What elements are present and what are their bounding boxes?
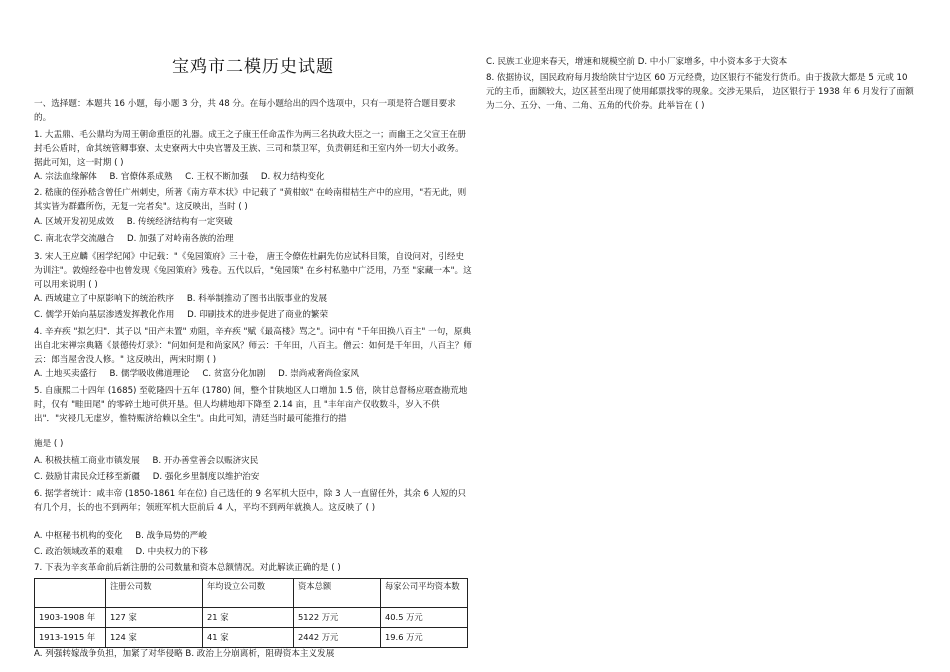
table-cell: 127 家	[106, 608, 203, 628]
q4-option-c[interactable]: C. 贫富分化加剧	[202, 369, 266, 379]
q1-option-d[interactable]: D. 权力结构变化	[260, 172, 325, 182]
question-3-stem: 3. 宋人王应麟《困学纪闻》中记载："《兔园策府》三十卷， 唐王令僚佐杜嗣先仿应试科目策，自设问对，引经史为训注"。敦煌经卷中也曾发现《兔园策府》残卷。五代以后，"兔园策" 在乡村私塾中广泛用，乃至 "家藏一本"。这可以用来说明 ( )	[34, 252, 472, 291]
question-5-stem-end: 施是 ( )	[34, 439, 64, 449]
table-cell: 124 家	[106, 628, 203, 648]
question-4-options	[34, 367, 472, 381]
question-6-options-ab	[34, 529, 472, 543]
table-header-cell: 资本总额	[294, 579, 381, 608]
question-1-stem: 1. 大盂鼎、毛公鼎均为周王朝命重臣的礼器。成王之子康王任命盂作为两三名执政大臣之一；而幽王之父宣王在册封毛公盾时，命其统管卿事寮、太史寮两大中央官署及王族、三司和禁卫军，负责朝廷和王室内外一切大小政务。据此可知，这一时期 ( )	[34, 130, 467, 169]
question-5-options-ab	[34, 454, 472, 468]
table-cell: 2442 万元	[294, 628, 381, 648]
section-instructions: 一、选择题：本题共 16 小题，每小题 3 分，共 48 分。在每小题给出的四个选项中，只有一项是符合题目要求的。	[34, 99, 456, 124]
q4-option-a[interactable]: A. 土地买卖盛行	[34, 369, 97, 379]
q5-option-c[interactable]: C. 鼓励甘肃民众迁移至新疆	[34, 472, 140, 482]
q3-option-c[interactable]: C. 儒学开始向基层渗透发挥教化作用	[34, 310, 175, 320]
q2-option-d[interactable]: D. 加强了对岭南各族的治理	[126, 234, 234, 244]
question-6-options-cd	[34, 545, 472, 559]
q1-option-a[interactable]: A. 宗法血缘解体	[34, 172, 97, 182]
table-cell: 1903-1908 年	[35, 608, 106, 628]
page-title: 宝鸡市二模历史试题	[172, 57, 334, 77]
question-7-options-ab[interactable]: A. 列强转嫁战争负担，加紧了对华侵略 B. 政治上分崩离析，阻碍资本主义发展	[34, 649, 335, 659]
table-cell: 41 家	[203, 628, 294, 648]
q5-option-b[interactable]: B. 开办善堂善会以赈济灾民	[152, 456, 259, 466]
table-cell: 1913-1915 年	[35, 628, 106, 648]
question-5-stem: 5. 自康熙二十四年 (1685) 至乾隆四十五年 (1780) 间，整个甘陕地区人口增加 1.5 倍，陕甘总督杨应琚查勘荒地时，仅有 "畦田尾" 的零碎土地可供开垦。但人均耕地却下降至 2.14 亩，且 "丰年亩产仅收数斗，岁入不供出"．"灾祲几无虚岁，惟特赈济给赖以全生"。由此可知，清廷当时最可能推行的措	[34, 386, 468, 425]
question-8-stem: 8. 依据协议，国民政府每月拨给陕甘宁边区 60 万元经费，边区银行不能发行货币。由于拨款大都是 5 元或 10 元的主币，面额较大，边区甚至出现了使用邮票找零的现象。交涉无果后， 边区银行于 1938 年 6 月发行了面额为二分、五分、一角、二角、五角的代价券。此举旨在 ( )	[486, 73, 914, 112]
q6-option-d[interactable]: D. 中央权力的下移	[135, 547, 208, 557]
q4-option-b[interactable]: B. 儒学吸收佛道理论	[109, 369, 190, 379]
question-4-stem: 4. 辛弃疾 "拟乞归"．其子以 "田产未置" 劝阻，辛弃疾 "赋《最高楼》骂之"。词中有 "千年田换八百主" 一句，原典出自北宋禅宗典籍《景德传灯录》："问如何是和尚家风？师云：千年田，八百主。僧云：如何是千年田，八百主？师云：郎当屋舍没人修。" 这反映出，两宋时期 ( )	[34, 327, 472, 366]
table-cell: 21 家	[203, 608, 294, 628]
q2-option-a[interactable]: A. 区域开发初见成效	[34, 217, 114, 227]
question-3-options-ab	[34, 292, 472, 306]
question-7-options-cd[interactable]: C. 民族工业迎来春天，增速和规模空前 D. 中小厂家增多，中小资本多于大资本	[486, 57, 788, 67]
q2-option-b[interactable]: B. 传统经济结构有一定突破	[126, 217, 233, 227]
q1-option-c[interactable]: C. 王权不断加强	[185, 172, 249, 182]
q3-option-a[interactable]: A. 西域建立了中原影响下的统治秩序	[34, 294, 175, 304]
table-header-cell: 每家公司平均资本数	[381, 579, 468, 608]
table-header-row	[35, 579, 468, 608]
table-header-cell	[35, 579, 106, 608]
question-6-stem: 6. 据学者统计：咸丰帝 (1850-1861 年在位) 自己选任的 9 名军机大臣中，除 3 人一直留任外，其余 6 人短的只有几个月，长的也不到两年；领班军机大臣前后 4 人，平均不到两年就换人。这反映了 ( )	[34, 489, 467, 514]
q3-option-b[interactable]: B. 科举制推动了图书出版事业的发展	[186, 294, 328, 304]
table-row	[35, 628, 468, 648]
question-2-options-ab	[34, 215, 472, 229]
q5-option-a[interactable]: A. 积极扶植工商业市镇发展	[34, 456, 140, 466]
question-2-options-cd	[34, 232, 472, 246]
company-registration-table	[34, 578, 468, 648]
q5-option-d[interactable]: D. 强化乡里制度以维护治安	[152, 472, 260, 482]
table-cell: 19.6 万元	[381, 628, 468, 648]
question-2-stem: 2. 嵇康的侄孙嵇含曾任广州刺史，所著《南方草木状》中记载了 "黄柑蚁" 在岭南柑桔生产中的应用，"若无此，则其实皆为群蠹所伤，无复一完者矣"。这反映出，当时 ( )	[34, 188, 467, 213]
q2-option-c[interactable]: C. 南北农学交流融合	[34, 234, 115, 244]
q4-option-d[interactable]: D. 崇尚戒奢尚俭家风	[278, 369, 359, 379]
table-cell: 5122 万元	[294, 608, 381, 628]
question-7-stem: 7. 下表为辛亥革命前后新注册的公司数量和资本总额情况。对此解读正确的是 ( )	[34, 563, 341, 573]
q1-option-b[interactable]: B. 官僚体系成熟	[109, 172, 173, 182]
table-row	[35, 608, 468, 628]
q6-option-c[interactable]: C. 政治领域改革的艰难	[34, 547, 123, 557]
table-header-cell: 年均设立公司数	[203, 579, 294, 608]
table-header-cell: 注册公司数	[106, 579, 203, 608]
question-3-options-cd	[34, 308, 472, 322]
question-5-options-cd	[34, 470, 472, 484]
q3-option-d[interactable]: D. 印刷技术的进步促进了商业的繁荣	[187, 310, 329, 320]
table-cell: 40.5 万元	[381, 608, 468, 628]
question-1-options	[34, 170, 472, 184]
q6-option-b[interactable]: B. 战争局势的严峻	[135, 531, 207, 541]
q6-option-a[interactable]: A. 中枢秘书机构的变化	[34, 531, 123, 541]
